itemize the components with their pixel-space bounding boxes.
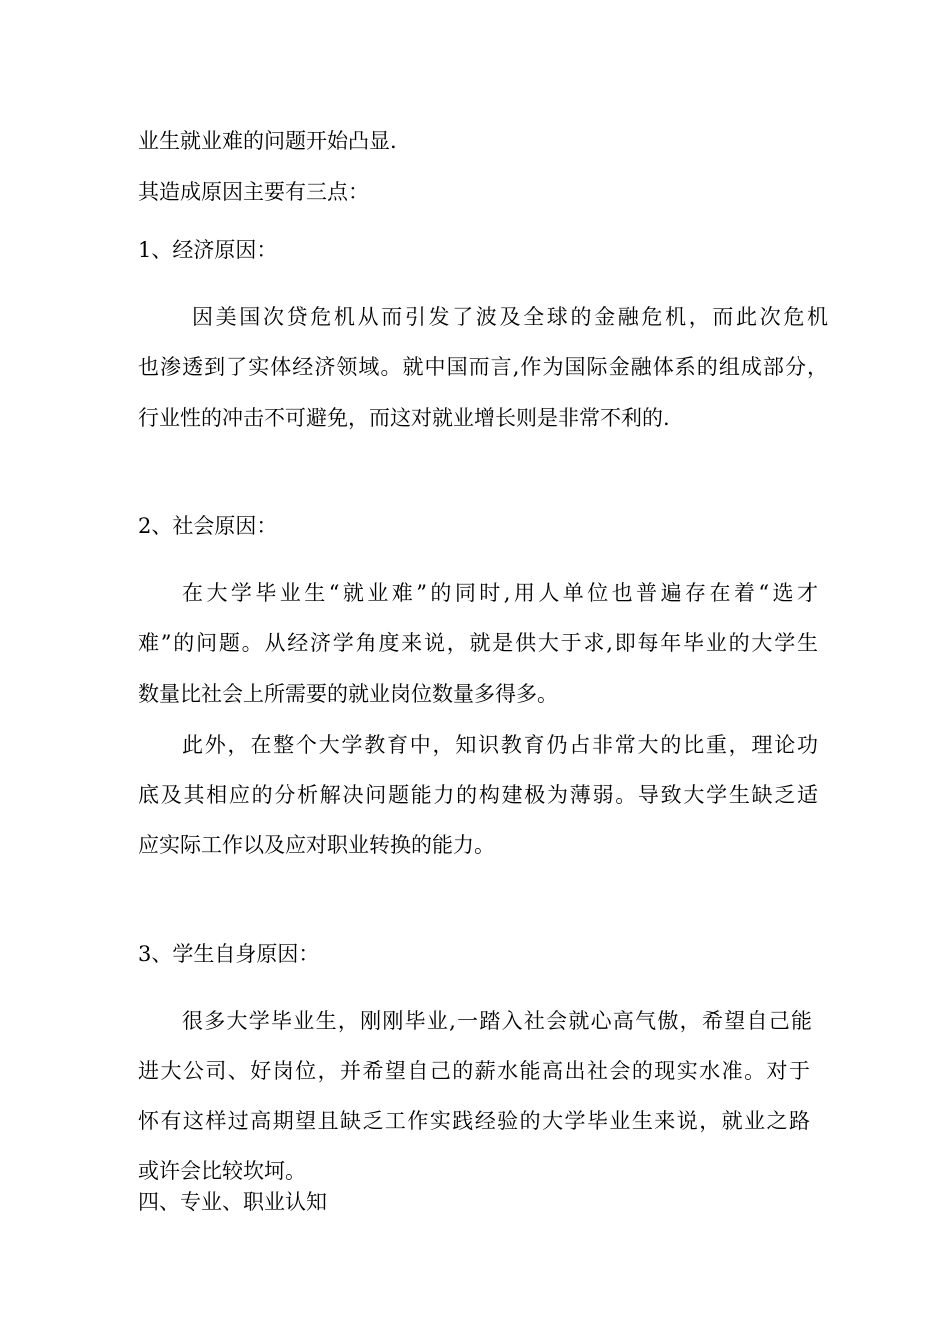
section-heading-economic: 1、经济原因： <box>138 238 278 262</box>
section-heading-social: 2、社会原因： <box>138 514 278 538</box>
section-heading-personal: 3、学生自身原因： <box>138 942 320 966</box>
paragraph-line: 数量比社会上所需要的就业岗位数量多得多。 <box>138 682 558 706</box>
paragraph-line: 难”的问题。从经济学角度来说，就是供大于求,即每年毕业的大学生 <box>138 631 818 655</box>
paragraph-line: 很多大学毕业生，刚刚毕业,一踏入社会就心高气傲，希望自己能 <box>182 1009 812 1033</box>
paragraph-line: 底及其相应的分析解决问题能力的构建极为薄弱。导致大学生缺乏适 <box>138 783 818 807</box>
causes-intro-text: 其造成原因主要有三点： <box>138 180 369 204</box>
paragraph-line: 也渗透到了实体经济领域。就中国而言,作为国际金融体系的组成部分， <box>138 355 828 379</box>
paragraph-line: 应实际工作以及应对职业转换的能力。 <box>138 833 495 857</box>
intro-tail-text: 业生就业难的问题开始凸显. <box>138 129 397 153</box>
paragraph-line: 怀有这样过高期望且缺乏工作实践经验的大学毕业生来说，就业之路 <box>138 1109 810 1133</box>
next-section-heading: 四、专业、职业认知 <box>138 1190 327 1214</box>
paragraph-line: 进大公司、好岗位，并希望自己的薪水能高出社会的现实水准。对于 <box>138 1059 810 1083</box>
paragraph-line: 此外，在整个大学教育中，知识教育仍占非常大的比重，理论功 <box>182 733 818 757</box>
paragraph-line: 在大学毕业生“就业难”的同时,用人单位也普遍存在着“选才 <box>182 581 818 605</box>
paragraph-line: 或许会比较坎坷。 <box>138 1159 306 1183</box>
paragraph-line: 行业性的冲击不可避免，而这对就业增长则是非常不利的. <box>138 406 670 430</box>
paragraph-line: 因美国次贷危机从而引发了波及全球的金融危机，而此次危机 <box>192 305 828 329</box>
